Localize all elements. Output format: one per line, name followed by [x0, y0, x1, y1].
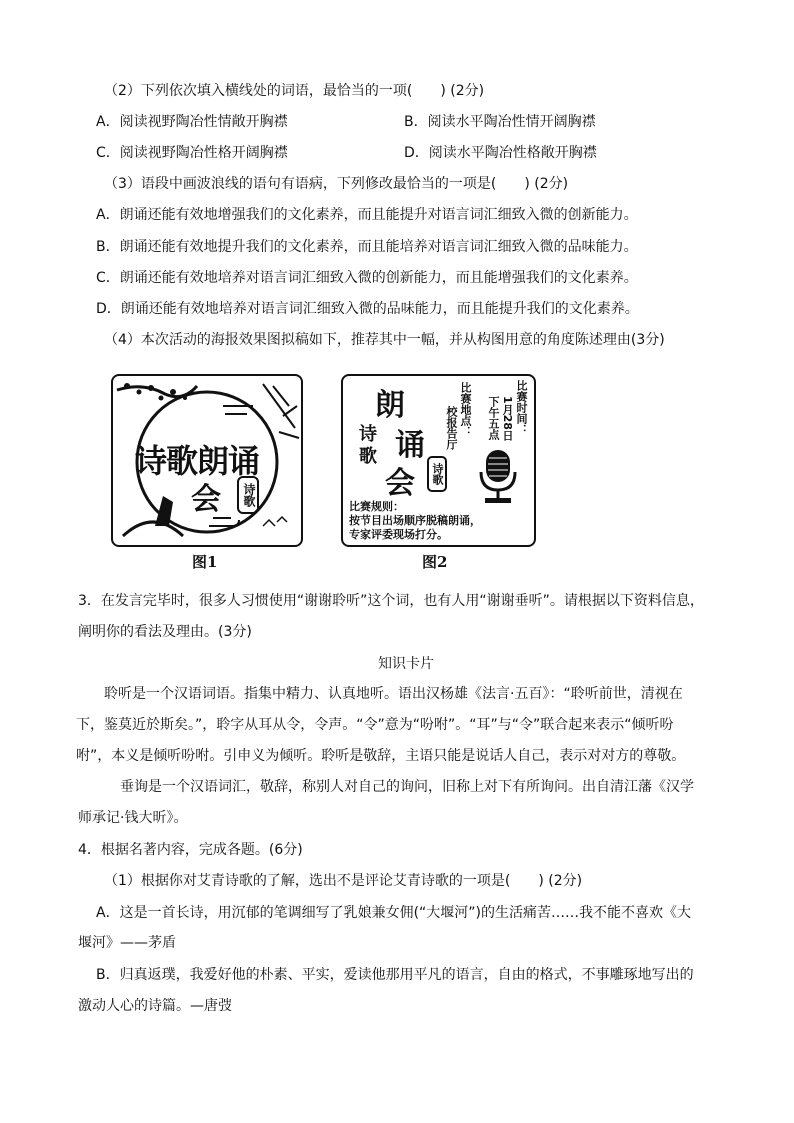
q4-option-b-line-2: 激动人心的诗篇。—唐弢 [78, 998, 232, 1014]
q4-option-a-line-1[interactable]: A．这是一首长诗，用沉郁的笔调细写了乳娘兼女佣(“大堰河”)的生活痛苦……我不能不喜欢《大 [96, 905, 692, 921]
poster1-seal: 诗歌 [237, 476, 259, 514]
poster2-rules-title: 比赛规则： [349, 500, 404, 513]
poster2-char-lang: 朗 [375, 388, 405, 423]
q4-option-a-line-2: 堰河》——茅盾 [78, 935, 176, 951]
q2-option-b[interactable]: B．阅读水平陶冶性情开阔胸襟 [404, 114, 596, 130]
poster-figure-2 [341, 374, 536, 547]
q3-line-1: 3．在发言完毕时，很多人习惯使用“谢谢聆听”这个词，也有人用“谢谢垂听”。请根据以下资料信息， [78, 593, 704, 609]
q3-line-2: 阐明你的看法及理由。(3分) [78, 624, 252, 640]
poster2-char-shi: 诗 [359, 424, 377, 445]
q4-option-b-line-1[interactable]: B．归真返璞，我爱好他的朴素、平实，爱读他那用平凡的语言，自由的格式，不事雕琢地写出的 [96, 967, 694, 983]
poster2-char-ge: 歌 [359, 446, 377, 467]
card-paragraph-1-line-1: 聆听是一个汉语词语。指集中精力、认真地听。语出汉杨雄《法言·五百》：“聆听前世，清视在 [104, 686, 683, 702]
q3sub-stem: （3）语段中画波浪线的语句有语病，下列修改最恰当的一项是( ) (2分) [104, 176, 569, 192]
poster2-time-label: 比赛时间： [515, 380, 528, 435]
card-paragraph-1-line-3: 咐”，本义是倾听吩咐。引申义为倾听。聆听是敬辞，主语只能是说话人自己，表示对对方的尊敬。 [76, 748, 686, 764]
q3sub-option-d[interactable]: D．朗诵还能有效地培养对语言词汇细致入微的品味能力，而且能提升我们的文化素养。 [96, 301, 639, 317]
poster-figure-1 [111, 374, 303, 547]
poster2-location-value: 校报告厅 [445, 406, 458, 450]
poster2-char-song: 诵 [395, 428, 425, 463]
poster2-time-hour: 下午五点 [487, 396, 500, 440]
q3sub-option-a[interactable]: A．朗诵还能有效地增强我们的文化素养，而且能提升对语言词汇细致入微的创新能力。 [96, 207, 638, 223]
poster1-title-2: 会 [191, 482, 221, 517]
poster2-location-label: 比赛地点： [459, 382, 472, 437]
poster2-rules-line-1: 按节目出场顺序脱稿朗诵， [349, 514, 481, 527]
figure-2-caption: 图2 [422, 553, 448, 571]
knowledge-card-title: 知识卡片 [378, 656, 434, 672]
poster2-char-hui: 会 [385, 466, 415, 501]
q3sub-option-b[interactable]: B．朗诵还能有效地提升我们的文化素养，而且能培养对语言词汇细致入微的品味能力。 [96, 239, 638, 255]
q4sub-stem: （4）本次活动的海报效果图拟稿如下，推荐其中一幅，并从构图用意的角度陈述理由(3分) [104, 332, 665, 348]
microphone-icon [473, 448, 523, 504]
poster1-title: 诗歌朗诵 [135, 442, 260, 480]
q2-option-a[interactable]: A．阅读视野陶冶性情敞开胸襟 [96, 114, 288, 130]
q2-option-c[interactable]: C．阅读视野陶冶性格开阔胸襟 [96, 145, 288, 161]
birds-icon [263, 517, 287, 526]
poster2-time-date: 1月28日 [501, 396, 514, 441]
poster2-seal: 诗歌 [427, 456, 447, 492]
poster2-rules-line-2: 专家评委现场打分。 [349, 528, 448, 541]
q2-stem: （2）下列依次填入横线处的词语，最恰当的一项( ) (2分) [104, 83, 485, 99]
card-paragraph-2-line-1: 垂询是一个汉语词汇，敬辞，称别人对自己的询问，旧称上对下有所询问。出自清江藩《汉学 [120, 779, 694, 795]
q4-stem: 4．根据名著内容，完成各题。(6分) [78, 842, 303, 858]
q4-sub1-stem: （1）根据你对艾青诗歌的了解，选出不是评论艾青诗歌的一项是( ) (2分) [104, 873, 583, 889]
figure-1-caption: 图1 [192, 553, 218, 571]
q3sub-option-c[interactable]: C．朗诵还能有效地培养对语言词汇细致入微的创新能力，而且能增强我们的文化素养。 [96, 270, 638, 286]
q2-option-d[interactable]: D．阅读水平陶冶性格敞开胸襟 [404, 145, 597, 161]
card-paragraph-1-line-2: 下，鉴莫近於斯矣。”，聆字从耳从令，令声。“令”意为“吩咐”。“耳”与“令”联合起来表示“倾听吩 [76, 717, 674, 733]
card-paragraph-2-line-2: 师承记·钱大昕》。 [78, 810, 188, 826]
